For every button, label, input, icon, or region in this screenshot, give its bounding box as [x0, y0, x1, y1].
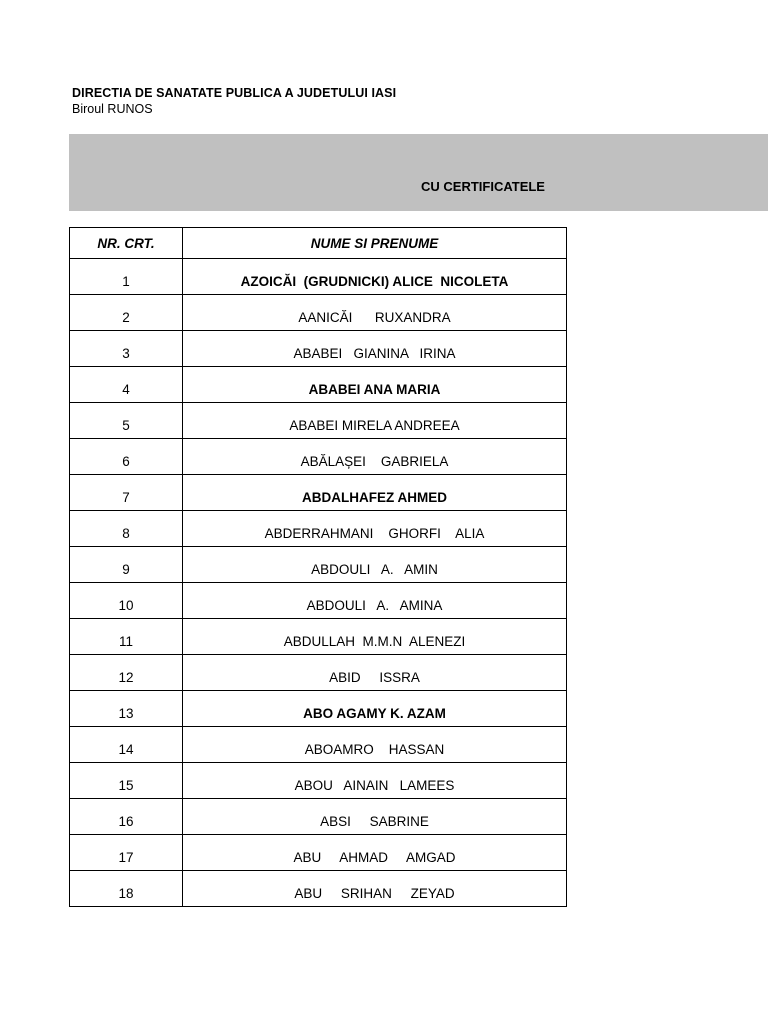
- row-number: 8: [70, 511, 183, 547]
- row-name: ABĂLAȘEI GABRIELA: [183, 439, 567, 475]
- row-name: ABDOULI A. AMINA: [183, 583, 567, 619]
- names-table: [69, 227, 567, 907]
- row-number: 3: [70, 331, 183, 367]
- column-header-name: NUME SI PRENUME: [183, 228, 567, 259]
- row-number: 6: [70, 439, 183, 475]
- row-number: 10: [70, 583, 183, 619]
- row-number: 13: [70, 691, 183, 727]
- title-banner: [69, 134, 768, 211]
- row-name: ABU AHMAD AMGAD: [183, 835, 567, 871]
- row-name: ABOAMRO HASSAN: [183, 727, 567, 763]
- table-row: [70, 619, 567, 655]
- row-name: ABU SRIHAN ZEYAD: [183, 871, 567, 907]
- document-header: [72, 85, 396, 117]
- row-name: ABSI SABRINE: [183, 799, 567, 835]
- row-number: 15: [70, 763, 183, 799]
- table-row: [70, 259, 567, 295]
- table-row: [70, 403, 567, 439]
- table-row: [70, 547, 567, 583]
- row-name: ABO AGAMY K. AZAM: [183, 691, 567, 727]
- row-name: ABID ISSRA: [183, 655, 567, 691]
- table-body: [70, 259, 567, 907]
- row-name: ABDERRAHMANI GHORFI ALIA: [183, 511, 567, 547]
- table-row: [70, 439, 567, 475]
- department-name: Biroul RUNOS: [72, 102, 153, 116]
- row-name: ABOU AINAIN LAMEES: [183, 763, 567, 799]
- table-row: [70, 475, 567, 511]
- row-number: 12: [70, 655, 183, 691]
- row-name: ABABEI ANA MARIA: [183, 367, 567, 403]
- table-row: [70, 871, 567, 907]
- row-name: ABABEI MIRELA ANDREEA: [183, 403, 567, 439]
- row-number: 5: [70, 403, 183, 439]
- row-number: 9: [70, 547, 183, 583]
- row-name: AZOICĂI (GRUDNICKI) ALICE NICOLETA: [183, 259, 567, 295]
- table-header-row: [70, 228, 567, 259]
- organization-name: DIRECTIA DE SANATATE PUBLICA A JUDETULUI IASI: [72, 86, 397, 100]
- row-number: 7: [70, 475, 183, 511]
- banner-title: CU CERTIFICATELE: [421, 179, 545, 194]
- row-number: 11: [70, 619, 183, 655]
- row-name: ABDALHAFEZ AHMED: [183, 475, 567, 511]
- table-row: [70, 511, 567, 547]
- row-number: 2: [70, 295, 183, 331]
- table-row: [70, 295, 567, 331]
- table-row: [70, 763, 567, 799]
- row-name: ABDULLAH M.M.N ALENEZI: [183, 619, 567, 655]
- table-row: [70, 583, 567, 619]
- table-row: [70, 727, 567, 763]
- table-row: [70, 691, 567, 727]
- row-number: 18: [70, 871, 183, 907]
- table-row: [70, 799, 567, 835]
- row-name: ABABEI GIANINA IRINA: [183, 331, 567, 367]
- column-header-nr: NR. CRT.: [70, 228, 183, 259]
- row-number: 1: [70, 259, 183, 295]
- row-name: AANICĂI RUXANDRA: [183, 295, 567, 331]
- row-number: 4: [70, 367, 183, 403]
- table-row: [70, 367, 567, 403]
- table-row: [70, 655, 567, 691]
- row-number: 17: [70, 835, 183, 871]
- table-row: [70, 835, 567, 871]
- row-number: 14: [70, 727, 183, 763]
- row-name: ABDOULI A. AMIN: [183, 547, 567, 583]
- table-row: [70, 331, 567, 367]
- row-number: 16: [70, 799, 183, 835]
